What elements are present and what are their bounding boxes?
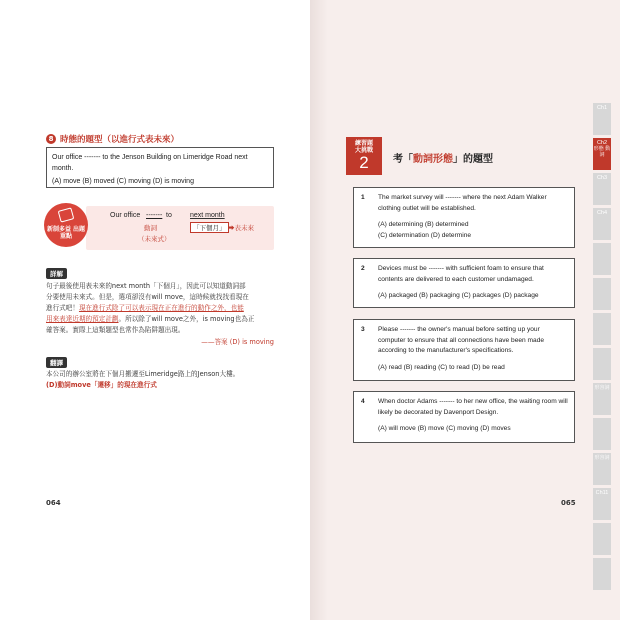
tip-badge xyxy=(44,203,88,247)
analysis-subject: Our office xyxy=(110,212,141,219)
example-question-text: Our office ------- to the Jenson Building on Limeridge Road next month. xyxy=(52,154,248,172)
question-options: (A) packaged (B) packaging (C) packages (D) package xyxy=(378,292,539,299)
practice-question-card xyxy=(353,187,575,248)
analysis-future-arrow: ➡表未來 xyxy=(228,225,254,232)
tip-badge-label: 新制多益 出題重點 xyxy=(46,226,86,240)
chapter-tab[interactable] xyxy=(593,313,611,345)
question-text: Devices must be ------- with sufficient foam to ensure that contents are delivered to each customer undamaged. xyxy=(378,265,544,283)
analysis-tense-label: （未來式） xyxy=(138,236,171,243)
explanation-tag: 詳解 xyxy=(46,268,67,279)
explanation-line: 分要使用未來式。但是，選項卻沒有will move，這時候就找找看現在 xyxy=(46,293,249,301)
page-number-right: 065 xyxy=(561,499,576,507)
exercise-badge-line: 練習題 xyxy=(354,140,373,147)
explanation-line: 句子最後使用表未來的next month「下個月」，因此可以知道動詞部 xyxy=(46,282,246,290)
practice-question-card xyxy=(353,319,575,381)
chapter-tab-number: Ch1 xyxy=(596,105,608,111)
question-options: (A) read (B) reading (C) to read (D) be read xyxy=(378,363,505,371)
question-options: (C) determination (D) determine xyxy=(378,231,472,239)
exercise-badge-line: 大挑戰 xyxy=(354,147,373,154)
explanation-line: 用來表達近期的預定計劃。所以除了will move之外，is moving也為正 xyxy=(46,315,255,323)
chapter-tab[interactable] xyxy=(593,383,611,415)
explanation-line: 進行式吧！現在進行式除了可以表示現在正在進行的動作之外，也能 xyxy=(46,304,244,312)
chapter-tab[interactable] xyxy=(593,103,611,135)
exercise-title-highlight: 動詞形態 xyxy=(413,154,453,165)
analysis-blank: ------- xyxy=(146,212,163,219)
chapter-tab[interactable] xyxy=(593,348,611,380)
right-page xyxy=(310,0,620,620)
explanation-line: 確答案。實際上這類題型也常作為陷阱題出現。 xyxy=(46,326,185,334)
chapter-tab-label: 形容詞 xyxy=(594,385,610,391)
chapter-tab[interactable] xyxy=(593,243,611,275)
chapter-tab[interactable] xyxy=(593,278,611,310)
chapter-tab-number: Ch3 xyxy=(596,175,608,181)
question-number: 4 xyxy=(361,398,365,405)
answer-line: ——答案 (D) is moving xyxy=(201,338,274,346)
chapter-tab[interactable] xyxy=(593,523,611,555)
section-title: 時態的題型（以進行式表未來） xyxy=(60,135,180,145)
chapter-tab-label: 形態 動詞 xyxy=(593,146,611,158)
translation-tag: 翻譯 xyxy=(46,357,67,368)
page-number-left: 064 xyxy=(46,499,61,507)
exercise-title: 考「動詞形態」的題型 xyxy=(393,154,493,165)
question-number: 2 xyxy=(361,265,365,272)
question-text: When doctor Adams ------- to her new office, the waiting room will likely be decorated by Davenport Design. xyxy=(378,398,568,416)
analysis-to: to xyxy=(166,212,172,219)
analysis-next-month: next month xyxy=(190,212,225,219)
translation-answer-note: (D)動詞move「遷移」的現在進行式 xyxy=(46,381,157,389)
example-question-box xyxy=(46,147,274,188)
analysis-month-box: 「下個月」 xyxy=(190,222,229,233)
section-number: 8 xyxy=(46,134,56,144)
explanation-highlight: 用來表達近期的預定計劃 xyxy=(46,315,119,323)
translation-line: 本公司的辦公室將在下個月搬遷至Limeridge路上的Jenson大樓。 xyxy=(46,370,240,378)
exercise-badge-number: 2 xyxy=(359,153,369,172)
practice-question-card xyxy=(353,258,575,308)
question-number: 3 xyxy=(361,326,365,333)
analysis-verb-label: 動詞 xyxy=(144,225,157,232)
chapter-tab-number: Ch2 xyxy=(596,140,608,146)
chapter-tab-label: 形容詞 xyxy=(594,455,610,461)
section-heading xyxy=(46,133,179,145)
explanation-text xyxy=(46,281,278,336)
explanation-highlight: 現在進行式除了可以表示現在正在進行的動作之外，也能 xyxy=(78,304,244,312)
book-icon xyxy=(58,207,75,222)
chapter-tab[interactable] xyxy=(593,208,611,240)
chapter-tab[interactable] xyxy=(593,488,611,520)
question-number: 1 xyxy=(361,194,365,201)
example-question-options: (A) move (B) moved (C) moving (D) is moving xyxy=(52,178,194,185)
chapter-tab[interactable] xyxy=(593,453,611,485)
chapter-tab-number: Ch4 xyxy=(596,210,608,216)
translation-text xyxy=(46,369,278,391)
chapter-tab[interactable] xyxy=(593,418,611,450)
chapter-tab[interactable] xyxy=(593,173,611,205)
chapter-tab-number: Ch11 xyxy=(595,490,609,496)
question-text: The market survey will ------- where the next Adam Walker clothing outlet will be established. xyxy=(378,194,547,212)
chapter-tab[interactable] xyxy=(593,138,611,170)
chapter-tab[interactable] xyxy=(593,558,611,590)
exercise-badge xyxy=(346,137,382,175)
practice-question-card xyxy=(353,391,575,443)
question-options: (A) will move (B) move (C) moving (D) moves xyxy=(378,425,511,432)
question-options: (A) determining (B) determined xyxy=(378,221,469,228)
question-text: Please ------- the owner's manual before setting up your computer to ensure that all connections have been made according to the manufacturer's specifications. xyxy=(378,326,545,354)
